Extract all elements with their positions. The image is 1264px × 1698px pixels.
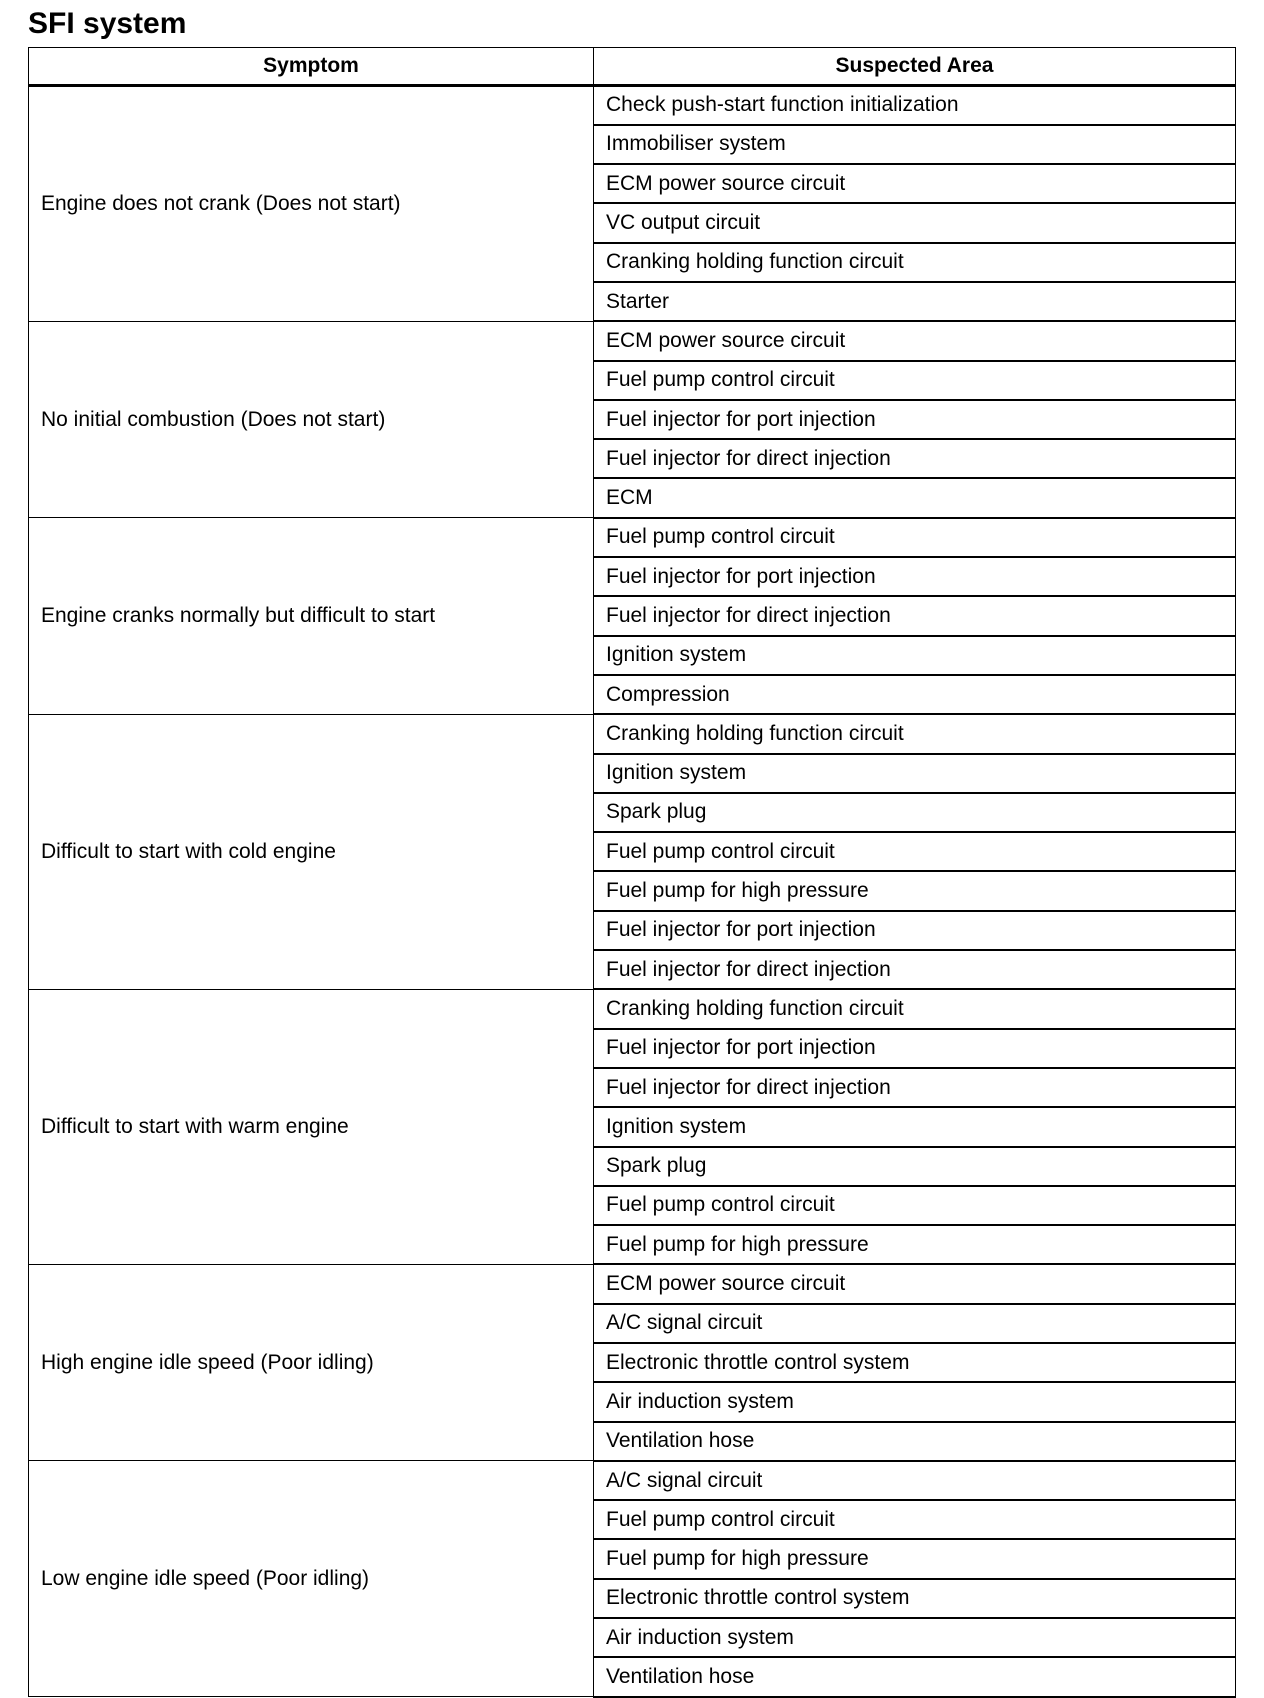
suspected-area-cell: Air induction system <box>594 1618 1236 1657</box>
suspected-area-cell: Ignition system <box>594 1107 1236 1146</box>
suspected-area-cell: Fuel pump control circuit <box>594 1186 1236 1225</box>
table-row <box>29 1461 1236 1500</box>
suspected-area-cell: A/C signal circuit <box>594 1461 1236 1500</box>
suspected-area-cell: Spark plug <box>594 1147 1236 1186</box>
table-row <box>29 86 1236 125</box>
sfi-symptom-table <box>28 47 1236 1698</box>
suspected-area-cell: Fuel injector for direct injection <box>594 950 1236 989</box>
suspected-area-cell: Electronic throttle control system <box>594 1579 1236 1618</box>
suspected-area-cell: Fuel pump control circuit <box>594 518 1236 557</box>
table-row <box>29 321 1236 360</box>
suspected-area-cell: Fuel injector for port injection <box>594 557 1236 596</box>
suspected-area-cell: Fuel pump control circuit <box>594 1500 1236 1539</box>
suspected-area-cell: Cranking holding function circuit <box>594 714 1236 753</box>
suspected-area-cell: Fuel pump for high pressure <box>594 1539 1236 1578</box>
suspected-area-cell: Electronic throttle control system <box>594 1343 1236 1382</box>
suspected-area-cell: Fuel injector for port injection <box>594 1029 1236 1068</box>
suspected-area-cell: Immobiliser system <box>594 125 1236 164</box>
suspected-area-cell: Cranking holding function circuit <box>594 243 1236 282</box>
suspected-area-cell: Cranking holding function circuit <box>594 989 1236 1028</box>
suspected-area-cell: ECM power source circuit <box>594 321 1236 360</box>
symptom-cell: No initial combustion (Does not start) <box>29 321 594 517</box>
suspected-area-cell: Check push-start function initialization <box>594 86 1236 125</box>
symptom-cell: Engine cranks normally but difficult to start <box>29 518 594 714</box>
suspected-area-column-header: Suspected Area <box>594 48 1236 86</box>
symptom-cell: Difficult to start with cold engine <box>29 714 594 989</box>
suspected-area-cell: Fuel injector for direct injection <box>594 439 1236 478</box>
page-title: SFI system <box>28 7 187 40</box>
suspected-area-cell: Compression <box>594 675 1236 714</box>
table-row <box>29 1264 1236 1303</box>
suspected-area-cell: Fuel pump control circuit <box>594 361 1236 400</box>
table-row <box>29 714 1236 753</box>
suspected-area-cell: Air induction system <box>594 1382 1236 1421</box>
symptom-cell: High engine idle speed (Poor idling) <box>29 1264 594 1460</box>
suspected-area-cell: ECM power source circuit <box>594 164 1236 203</box>
suspected-area-cell: Ventilation hose <box>594 1657 1236 1696</box>
table-body <box>29 86 1236 1697</box>
suspected-area-cell: Fuel injector for port injection <box>594 911 1236 950</box>
suspected-area-cell: Spark plug <box>594 793 1236 832</box>
table-header-row <box>29 48 1236 86</box>
suspected-area-cell: ECM <box>594 478 1236 517</box>
symptom-cell: Low engine idle speed (Poor idling) <box>29 1461 594 1697</box>
suspected-area-cell: Fuel injector for direct injection <box>594 596 1236 635</box>
table-row <box>29 518 1236 557</box>
suspected-area-cell: Ignition system <box>594 636 1236 675</box>
suspected-area-cell: Fuel pump control circuit <box>594 832 1236 871</box>
symptom-cell: Difficult to start with warm engine <box>29 989 594 1264</box>
suspected-area-cell: VC output circuit <box>594 203 1236 242</box>
suspected-area-cell: Fuel injector for direct injection <box>594 1068 1236 1107</box>
table-row <box>29 989 1236 1028</box>
suspected-area-cell: Fuel pump for high pressure <box>594 1225 1236 1264</box>
suspected-area-cell: Fuel injector for port injection <box>594 400 1236 439</box>
suspected-area-cell: A/C signal circuit <box>594 1304 1236 1343</box>
suspected-area-cell: Ventilation hose <box>594 1422 1236 1461</box>
suspected-area-cell: Fuel pump for high pressure <box>594 871 1236 910</box>
symptom-cell: Engine does not crank (Does not start) <box>29 86 594 322</box>
symptom-column-header: Symptom <box>29 48 594 86</box>
suspected-area-cell: Ignition system <box>594 754 1236 793</box>
suspected-area-cell: Starter <box>594 282 1236 321</box>
suspected-area-cell: ECM power source circuit <box>594 1264 1236 1303</box>
